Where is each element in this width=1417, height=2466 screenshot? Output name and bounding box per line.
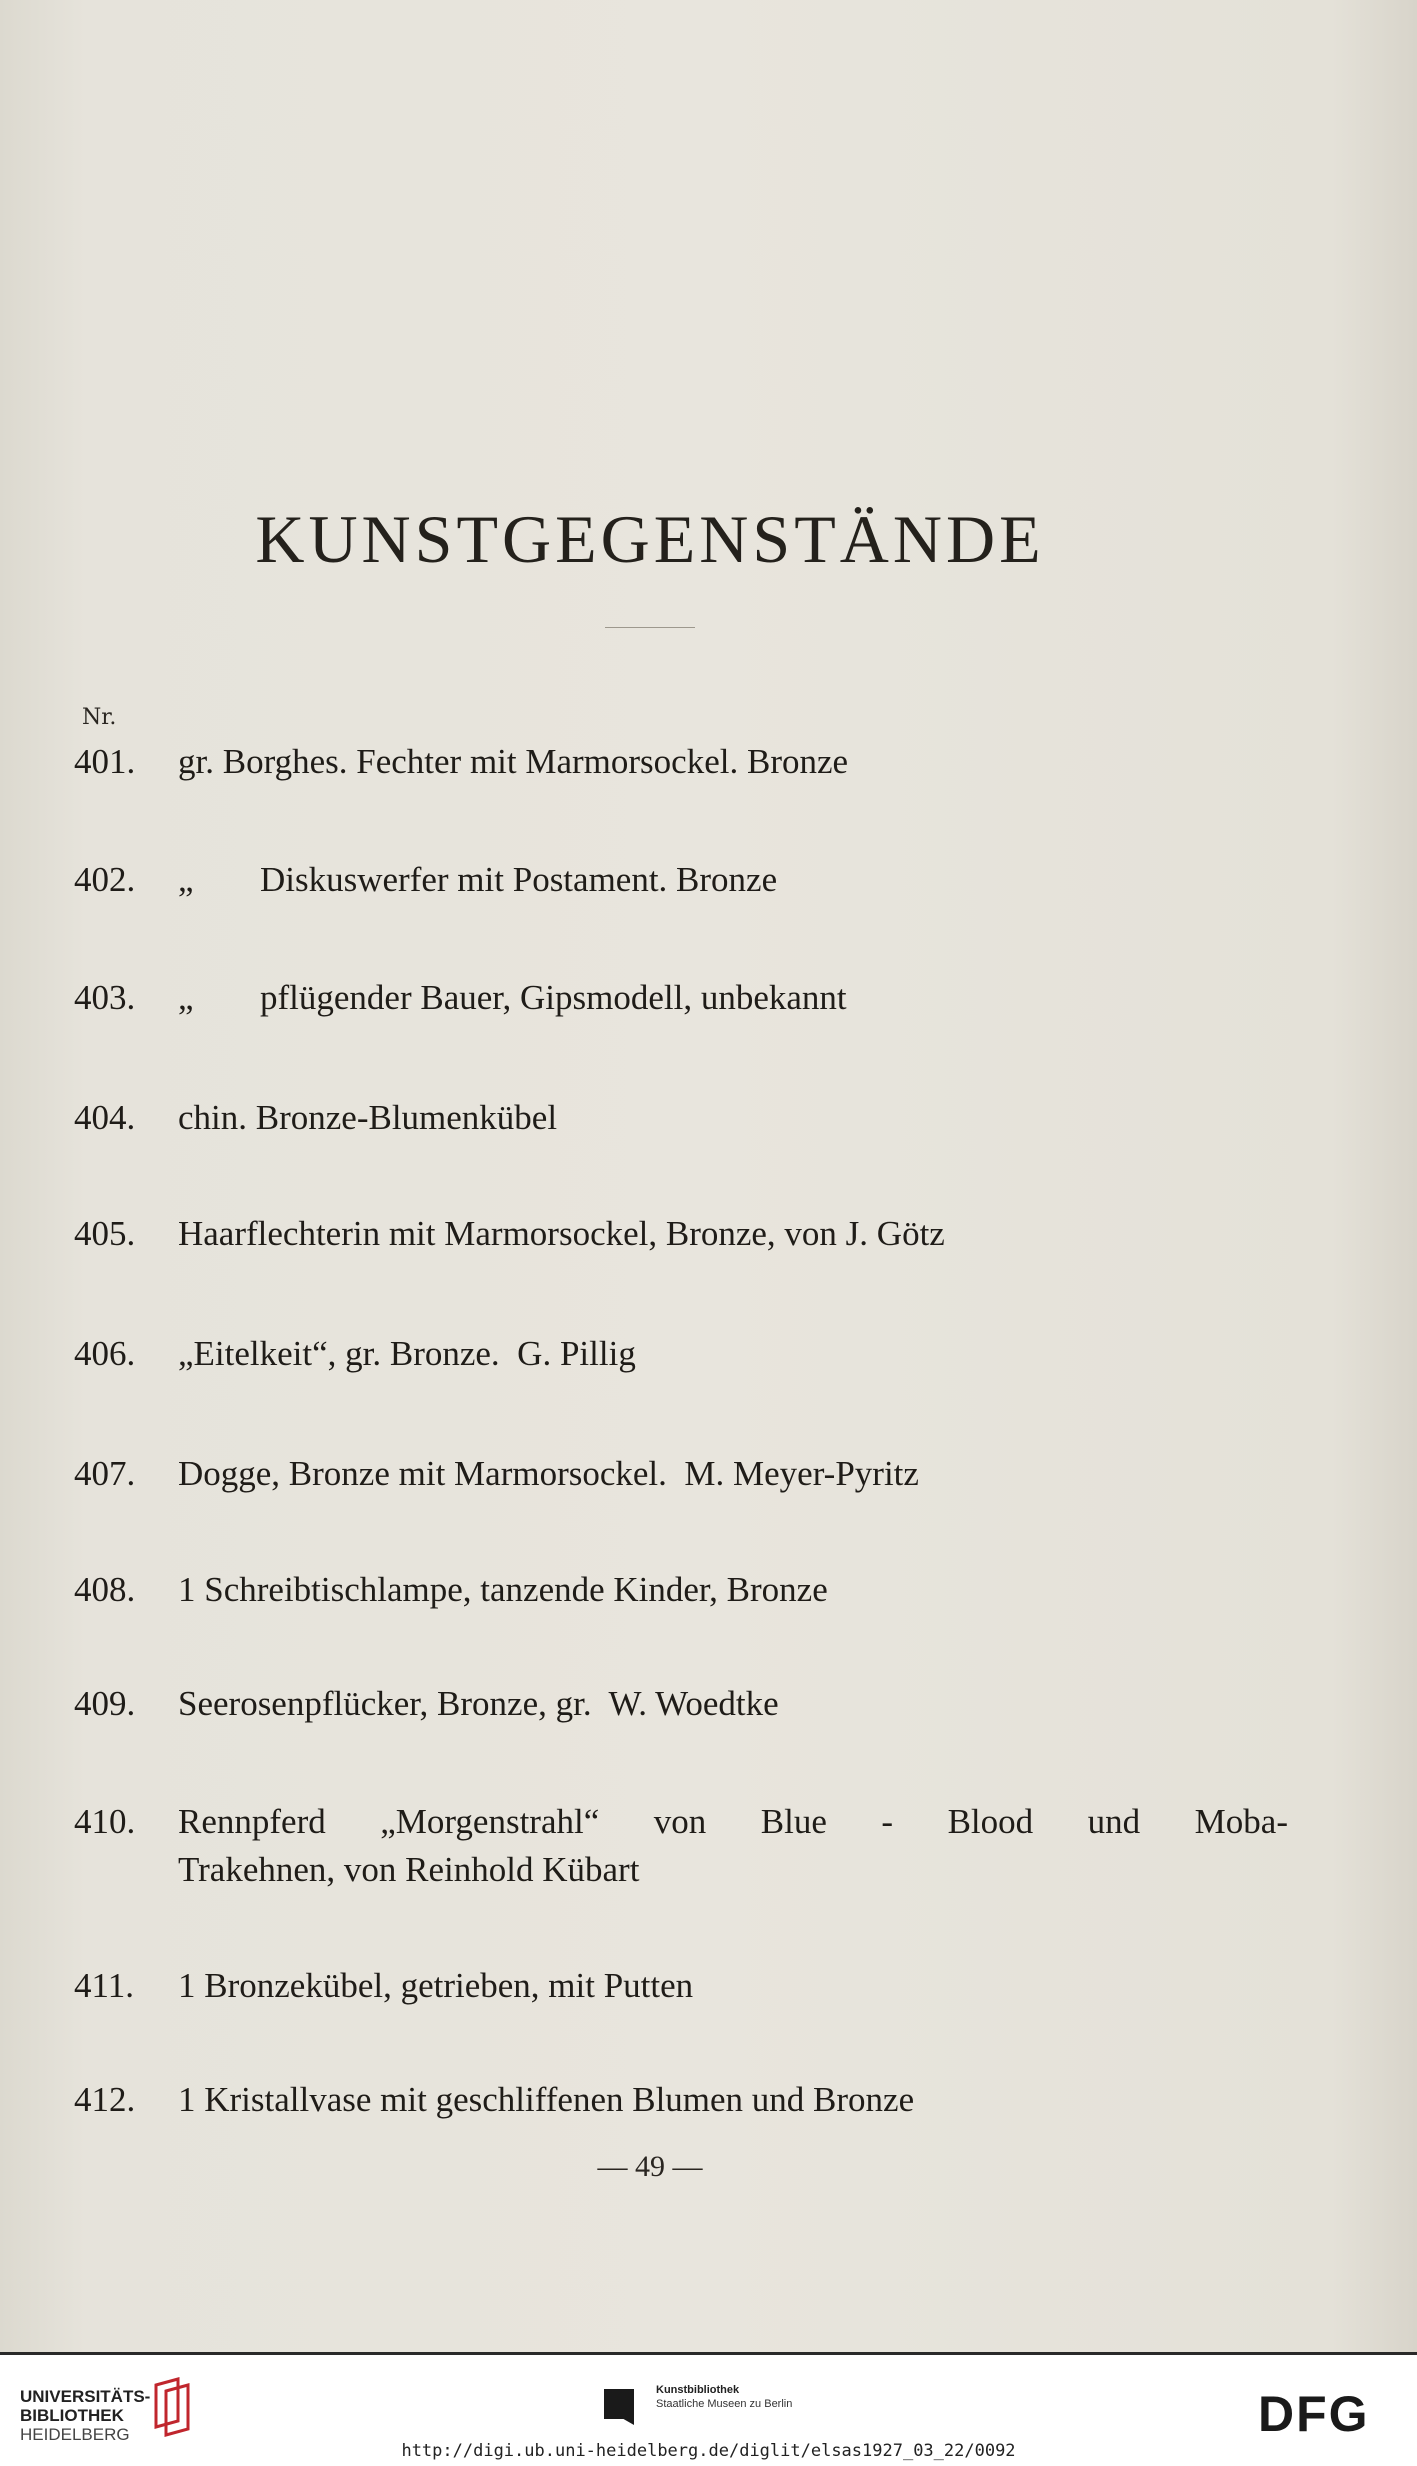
ditto-mark: „ <box>178 860 194 899</box>
kunstbibliothek-icon <box>600 2387 646 2427</box>
ub-heidelberg-logo[interactable] <box>20 2387 150 2444</box>
entry-text: chin. Bronze-Blumenkübel <box>178 1098 558 1137</box>
entry-number: 402. <box>74 860 136 899</box>
entry-text: Seerosenpflücker, Bronze, gr. W. Woedtke <box>178 1684 779 1723</box>
entry-number: 407. <box>74 1454 136 1493</box>
ub-heidelberg-icon <box>148 2377 194 2437</box>
page-title: KUNSTGEGENSTÄNDE <box>255 501 1045 577</box>
digitization-footer <box>0 2352 1417 2466</box>
entry-number: 411. <box>74 1966 134 2005</box>
entry-text: 1 Schreibtischlampe, tanzende Kinder, Bronze <box>178 1570 828 1609</box>
entry-number: 401. <box>74 742 136 781</box>
entry-text: 1 Bronzekübel, getrieben, mit Putten <box>178 1966 694 2005</box>
title-divider <box>605 627 695 628</box>
permalink-url[interactable]: http://digi.ub.uni-heidelberg.de/diglit/elsas1927_03_22/0092 <box>401 2441 1016 2461</box>
entry-text: pflügender Bauer, Gipsmodell, unbekannt <box>260 978 847 1017</box>
ub-logo-line-3: HEIDELBERG <box>20 2425 130 2444</box>
entry-text: 1 Kristallvase mit geschliffenen Blumen und Bronze <box>178 2080 915 2119</box>
ub-logo-line-2: BIBLIOTHEK <box>20 2406 124 2425</box>
dfg-logo[interactable]: DFG <box>1258 2386 1370 2442</box>
entry-number: 406. <box>74 1334 136 1373</box>
entry-text-line-2: Trakehnen, von Reinhold Kübart <box>178 1850 640 1889</box>
page-number: — 49 — <box>597 2150 703 2183</box>
entry-text-line-1: Rennpferd „Morgenstrahl“ von Blue - Blood und Moba- <box>178 1802 1288 1841</box>
ub-logo-line-1: UNIVERSITÄTS- <box>20 2387 151 2406</box>
entry-number: 405. <box>74 1214 136 1253</box>
entry-text: Dogge, Bronze mit Marmorsockel. M. Meyer-Pyritz <box>178 1454 919 1493</box>
entry-number: 404. <box>74 1098 136 1137</box>
ditto-mark: „ <box>178 978 194 1017</box>
kb-logo-line-2: Staatliche Museen zu Berlin <box>656 2398 793 2410</box>
kb-logo-line-1: Kunstbibliothek <box>656 2384 740 2396</box>
number-column-header: Nr. <box>82 705 117 730</box>
entry-number: 408. <box>74 1570 136 1609</box>
entry-number: 403. <box>74 978 136 1017</box>
entry-number: 410. <box>74 1802 136 1841</box>
entry-text: gr. Borghes. Fechter mit Marmorsockel. Bronze <box>178 742 849 781</box>
entry-text: Haarflechterin mit Marmorsockel, Bronze, von J. Götz <box>178 1214 945 1253</box>
entry-number: 409. <box>74 1684 136 1723</box>
entry-number: 412. <box>74 2080 136 2119</box>
entry-text: Diskuswerfer mit Postament. Bronze <box>260 860 778 899</box>
entry-text: „Eitelkeit“, gr. Bronze. G. Pillig <box>178 1334 636 1373</box>
